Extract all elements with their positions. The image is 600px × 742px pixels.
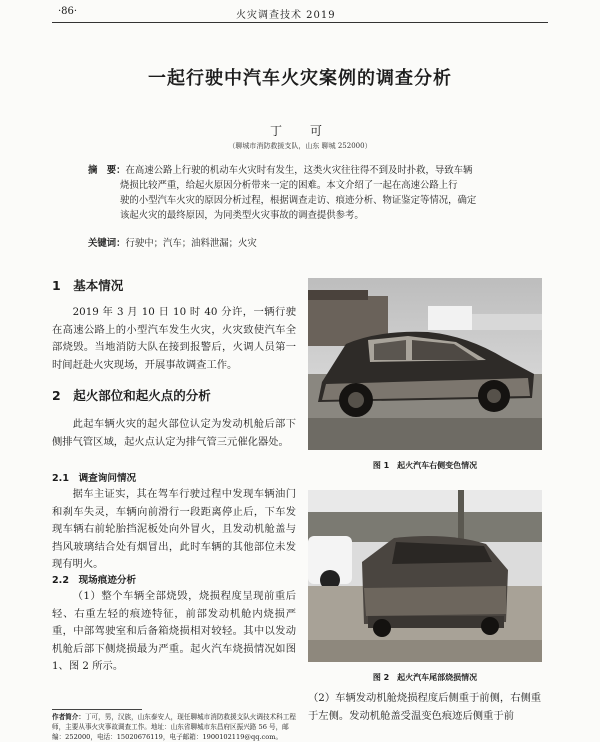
affiliation: （聊城市消防救援支队，山东 聊城 252000） [228, 142, 372, 150]
figure-1-caption: 图 1 起火汽车右侧变色情况 [372, 461, 478, 470]
footnote-label: 作者简介： [52, 713, 85, 721]
footnote-text: 丁可，男，汉族，山东泰安人，现任聊城市消防救援支队火调技术科工程师，主要从事火灾事故调查工作。地址：山东省聊城市东昌府区振兴路 56 号，邮编：252000，电话：15020676119，电子邮箱：1900102119@qq.com。 [52, 713, 296, 741]
journal-header: 火灾调查技术 2019 [236, 10, 336, 21]
section-2-1-paragraph: 据车主证实，其在驾车行驶过程中发现车辆油门和刹车失灵，车辆向前滑行一段距离停止后，下车发现车辆右前轮胎挡泥板处向外冒火，且发动机舱盖与挡风玻璃结合处有烟冒出，此时车辆的其他部位未发现有明火。 [52, 488, 296, 571]
continued-paragraph: （2）车辆发动机舱烧损程度后侧重于前侧，右侧重于左侧。发动机舱盖受温变色痕迹后侧重于前 [308, 692, 542, 722]
author: 丁 可 [269, 124, 330, 138]
section-2-1-title: 2.1 调查询问情况 [52, 473, 137, 484]
article-title: 一起行驶中汽车火灾案例的调查分析 [148, 68, 452, 89]
abstract-line: 在高速公路上行驶的机动车火灾时有发生，这类火灾往往得不到及时扑救，导致车辆 [125, 165, 473, 176]
section-2-title: 2 起火部位和起火点的分析 [52, 388, 211, 403]
keywords-label: 关键词： [88, 238, 126, 249]
section-1-paragraph: 2019 年 3 月 10 日 10 时 40 分许，一辆行驶在高速公路上的小型汽车发生火灾，火灾致使汽车全部烧毁。当地消防大队在接到报警后，火调人员第一时间赶赴火灾现场，开展事故调查工作。 [52, 306, 296, 371]
abstract-line: 烧损比较严重，给起火原因分析带来一定的困难。本文介绍了一起在高速公路上行 [120, 180, 458, 191]
page-number: ·86· [58, 6, 78, 17]
figure-2-caption: 图 2 起火汽车尾部烧损情况 [372, 673, 478, 682]
author-footnote [52, 712, 296, 742]
abstract-line: 驶的小型汽车火灾的原因分析过程，根据调查走访、痕迹分析、物证鉴定等情况，确定 [120, 195, 477, 206]
keywords [88, 235, 534, 249]
abstract [88, 163, 534, 223]
section-2-paragraph: 此起车辆火灾的起火部位认定为发动机舱后部下侧排气管区域，起火点认定为排气管三元催化器处。 [52, 418, 296, 448]
footnote-rule [52, 709, 142, 710]
keywords-text: 行驶中；汽车；油料泄漏；火灾 [125, 238, 257, 249]
section-1-title: 1 基本情况 [52, 278, 124, 293]
figure-1-photo [308, 278, 542, 450]
header-rule [52, 22, 548, 23]
section-2-2-paragraph: （1）整个车辆全部烧毁，烧损程度呈现前重后轻、右重左轻的痕迹特征，前部发动机舱内烧损严重，中部驾驶室和后备箱烧损相对较轻。其中以发动机舱后部下侧烧损最为严重。起火汽车烧损情况如图 1、图 2 所示。 [52, 590, 296, 673]
abstract-line: 该起火灾的最终原因，为同类型火灾事故的调查提供参考。 [120, 210, 364, 221]
abstract-label: 摘 要： [88, 165, 126, 176]
figure-2-photo [308, 490, 542, 662]
section-2-2-title: 2.2 现场痕迹分析 [52, 575, 137, 586]
